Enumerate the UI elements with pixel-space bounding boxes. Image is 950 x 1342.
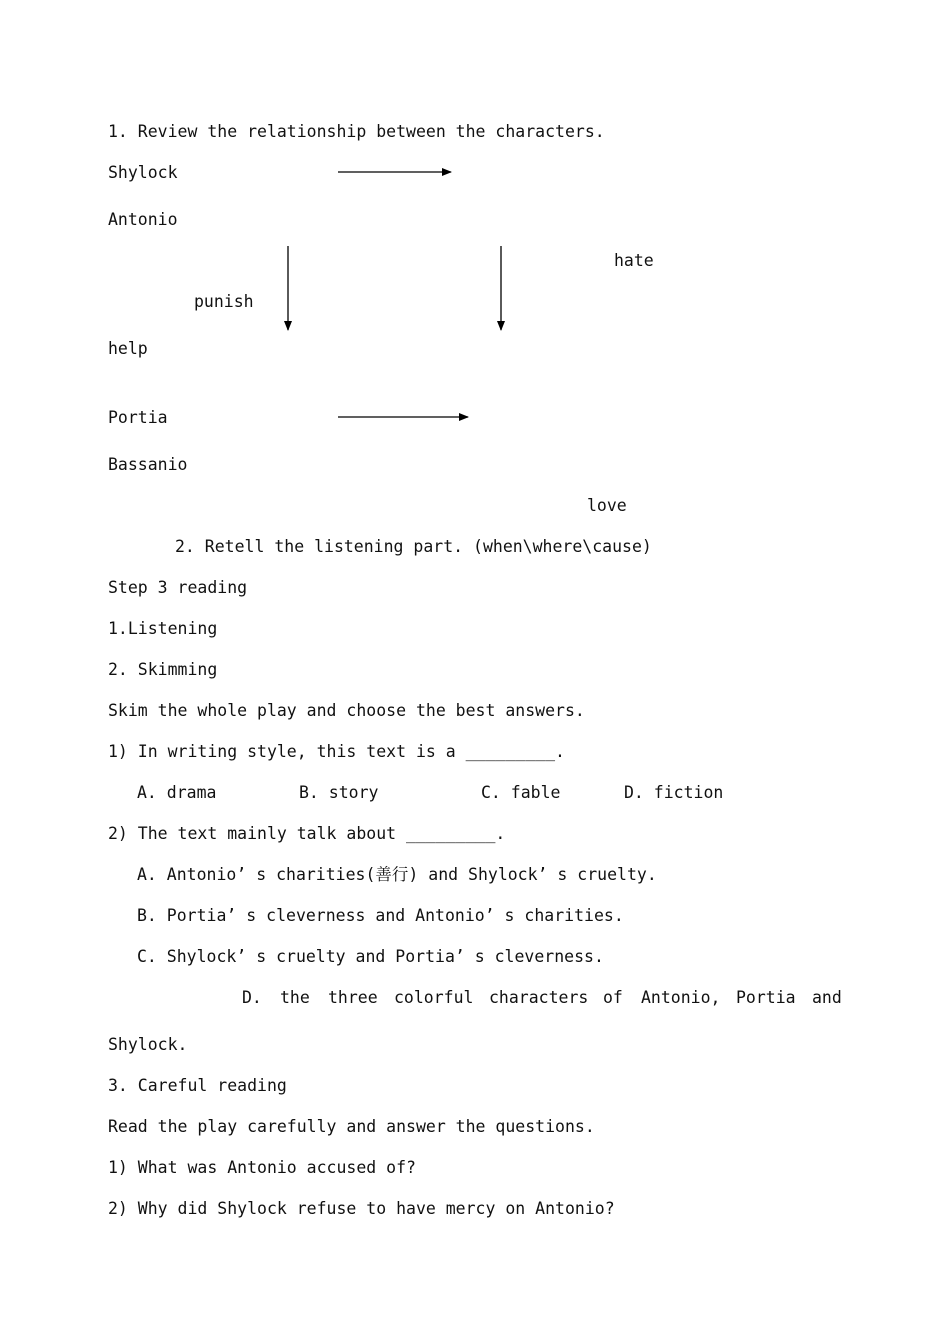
shylock-label: Shylock — [108, 163, 178, 182]
hate-label: hate — [614, 251, 654, 270]
q2-option-d-word: Portia — [736, 988, 796, 1007]
punish-label: punish — [194, 292, 254, 311]
skim-instruction: Skim the whole play and choose the best answers. — [108, 701, 585, 720]
careful-question-1: 1) What was Antonio accused of? — [108, 1158, 416, 1177]
q2-option-d-word: three — [328, 988, 378, 1007]
question-2-stem: 2) The text mainly talk about _________. — [108, 824, 506, 843]
question-1-stem: 1) In writing style, this text is a _________. — [108, 742, 565, 761]
q2-option-b: B. Portia’ s cleverness and Antonio’ s charities. — [137, 906, 624, 925]
portia-label: Portia — [108, 408, 168, 427]
bassanio-label: Bassanio — [108, 455, 188, 474]
careful-reading-instruction: Read the play carefully and answer the questions. — [108, 1117, 595, 1136]
q1-option-d: D. fiction — [624, 783, 724, 802]
q2-option-d-word: characters — [489, 988, 589, 1007]
review-heading: 1. Review the relationship between the characters. — [108, 122, 605, 141]
careful-question-2: 2) Why did Shylock refuse to have mercy on Antonio? — [108, 1199, 615, 1218]
antonio-label: Antonio — [108, 210, 178, 229]
q2-option-d-word: the — [280, 988, 310, 1007]
help-label: help — [108, 339, 148, 358]
q2-option-d-word: Antonio, — [641, 988, 721, 1007]
listening-item: 1.Listening — [108, 619, 218, 638]
q2-option-d-word: D. — [242, 988, 262, 1007]
q2-option-d-word: of — [603, 988, 623, 1007]
skimming-item: 2. Skimming — [108, 660, 218, 679]
q2-option-c: C. Shylock’ s cruelty and Portia’ s cleverness. — [137, 947, 604, 966]
q2-option-a: A. Antonio’ s charities(善行) and Shylock’ s cruelty. — [137, 865, 657, 884]
q1-option-a: A. drama — [137, 783, 217, 802]
love-label: love — [587, 496, 627, 515]
q2-option-d-end: Shylock. — [108, 1035, 188, 1054]
step3-title: Step 3 reading — [108, 578, 248, 597]
q2-option-d-word: colorful — [394, 988, 474, 1007]
retell-instruction: 2. Retell the listening part. (when\where\cause) — [175, 537, 652, 556]
careful-reading-title: 3. Careful reading — [108, 1076, 287, 1095]
q1-option-b: B. story — [299, 783, 379, 802]
q2-option-d-word: and — [812, 988, 842, 1007]
q1-option-c: C. fable — [481, 783, 561, 802]
